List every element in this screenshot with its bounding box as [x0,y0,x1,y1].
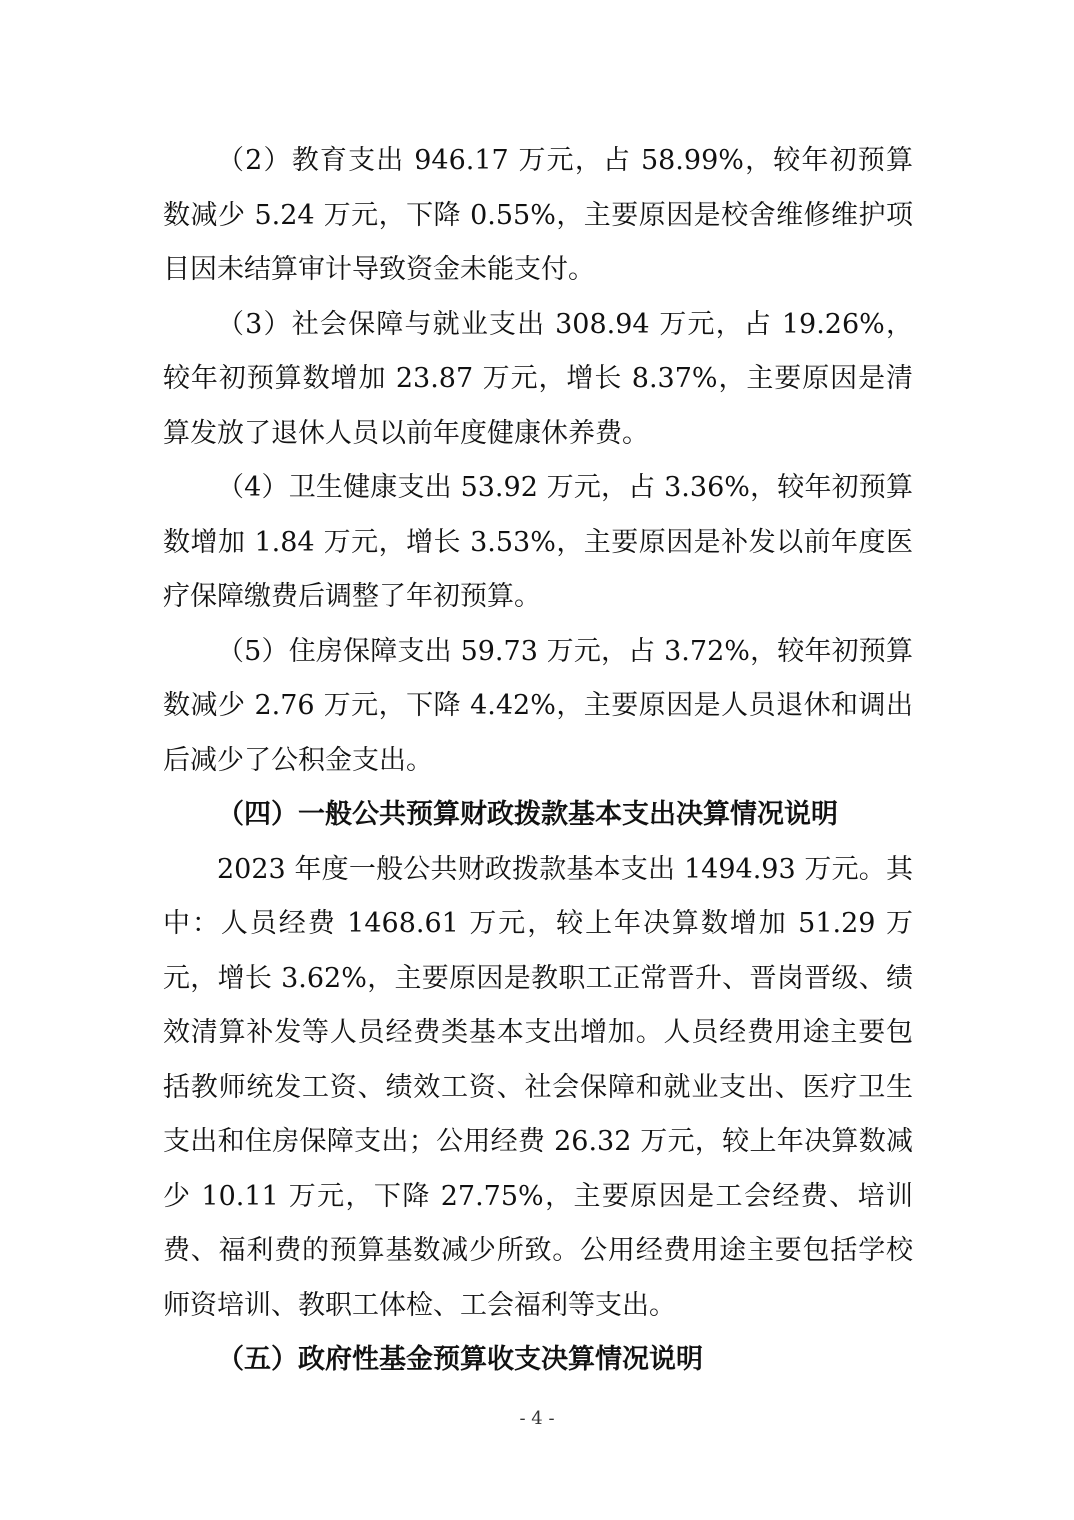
paragraph-basic-expenditure: 2023 年度一般公共财政拨款基本支出 1494.93 万元。其中：人员经费 1468.61 万元，较上年决算数增加 51.29 万元，增长 3.62%，主要原因是教职工正常晋升、晋岗晋级、绩效清算补发等人员经费类基本支出增加。人员经费用途主要包括教师统发工资、绩效工资、社会保障和就业支出、医疗卫生支出和住房保障支出；公用经费 26.32 万元，较上年决算数减少 10.11 万元，下降 27.75%，主要原因是工会经费、培训费、福利费的预算基数减少所致。公用经费用途主要包括学校师资培训、教职工体检、工会福利等支出。 [163,853,913,1321]
paragraph-education-expense: （2）教育支出 946.17 万元，占 58.99%，较年初预算数减少 5.24 万元，下降 0.55%，主要原因是校舍维修维护项目因未结算审计导致资金未能支付。 [163,145,913,285]
section-heading-basic-expenditure: （四）一般公共预算财政拨款基本支出决算情况说明 [217,799,838,830]
document-body [163,134,913,1388]
paragraph-social-security-expense: （3）社会保障与就业支出 308.94 万元，占 19.26%，较年初预算数增加 23.87 万元，增长 8.37%，主要原因是清算发放了退休人员以前年度健康休养费。 [163,308,913,449]
paragraph-housing-expense: （5）住房保障支出 59.73 万元，占 3.72%，较年初预算数减少 2.76 万元，下降 4.42%，主要原因是人员退休和调出后减少了公积金支出。 [163,635,913,776]
section-heading-government-fund: （五）政府性基金预算收支决算情况说明 [217,1344,703,1375]
page-number: - 4 - [519,1408,555,1429]
paragraph-health-expense: （4）卫生健康支出 53.92 万元，占 3.36%，较年初预算数增加 1.84 万元，增长 3.53%，主要原因是补发以前年度医疗保障缴费后调整了年初预算。 [163,472,913,612]
